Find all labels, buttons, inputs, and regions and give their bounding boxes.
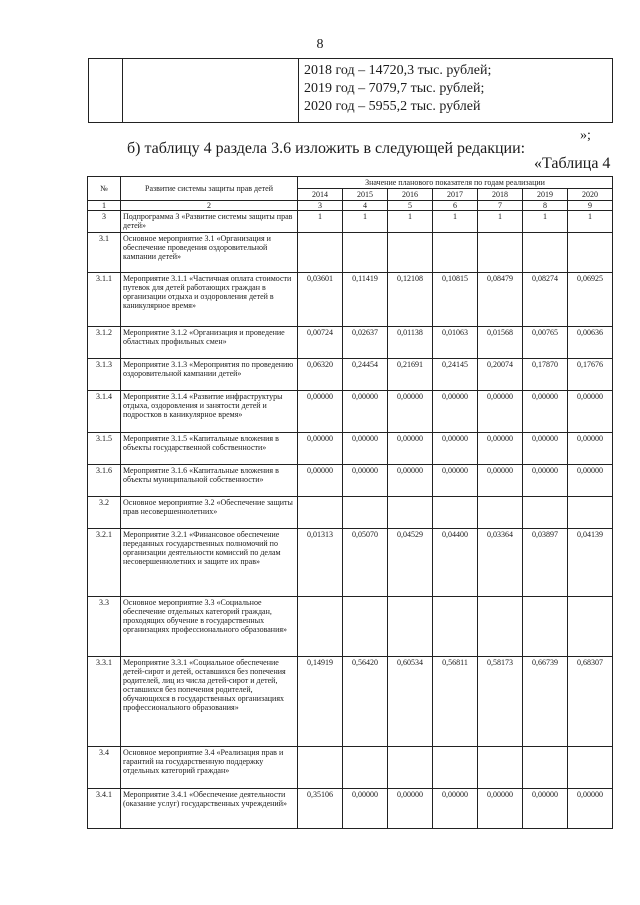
column-index: 5 — [388, 201, 433, 211]
row-value — [433, 597, 478, 657]
row-value: 0,68307 — [568, 657, 613, 747]
row-value: 0,00636 — [568, 327, 613, 359]
row-value: 0,14919 — [298, 657, 343, 747]
row-name: Мероприятие 3.1.5 «Капитальные вложения в объекты государственной собственности» — [121, 433, 298, 465]
row-value — [388, 497, 433, 529]
row-value — [298, 233, 343, 273]
row-value: 1 — [478, 211, 523, 233]
closing-quote: »; — [580, 128, 591, 143]
row-number: 3.1.2 — [88, 327, 121, 359]
table-label: «Таблица 4 — [534, 155, 611, 172]
row-value: 0,00724 — [298, 327, 343, 359]
row-value: 0,56811 — [433, 657, 478, 747]
row-value: 0,24454 — [343, 359, 388, 391]
header-year: 2020 — [568, 189, 613, 201]
header-year: 2014 — [298, 189, 343, 201]
row-name: Мероприятие 3.2.1 «Финансовое обеспечение переданных государственных полномочий по организации деятельности комиссий по делам несовершеннолетних и защите их прав» — [121, 529, 298, 597]
row-value — [343, 497, 388, 529]
row-value: 0,35106 — [298, 789, 343, 829]
table-row — [88, 497, 613, 529]
table-row — [88, 273, 613, 327]
row-value: 0,00000 — [478, 433, 523, 465]
row-value: 0,00000 — [568, 465, 613, 497]
row-value — [298, 747, 343, 789]
table-row — [88, 433, 613, 465]
row-value: 0,00000 — [523, 433, 568, 465]
row-value: 0,00000 — [388, 391, 433, 433]
row-name: Подпрограмма 3 «Развитие системы защиты прав детей» — [121, 211, 298, 233]
row-value: 0,66739 — [523, 657, 568, 747]
row-value: 0,04139 — [568, 529, 613, 597]
row-value: 1 — [523, 211, 568, 233]
row-value: 0,00000 — [298, 433, 343, 465]
row-value: 0,03897 — [523, 529, 568, 597]
row-value — [568, 233, 613, 273]
row-value: 0,05070 — [343, 529, 388, 597]
row-value — [388, 233, 433, 273]
row-value — [433, 747, 478, 789]
table-body — [88, 211, 613, 829]
row-value: 0,00000 — [523, 789, 568, 829]
row-value: 0,03601 — [298, 273, 343, 327]
table-row — [88, 327, 613, 359]
row-value: 0,08274 — [523, 273, 568, 327]
row-value: 0,60534 — [388, 657, 433, 747]
row-value: 0,04400 — [433, 529, 478, 597]
row-value: 1 — [298, 211, 343, 233]
row-value: 0,01138 — [388, 327, 433, 359]
row-value — [388, 747, 433, 789]
row-value — [523, 233, 568, 273]
row-name: Мероприятие 3.1.3 «Мероприятия по проведению оздоровительной кампании детей» — [121, 359, 298, 391]
row-name: Мероприятие 3.3.1 «Социальное обеспечение детей-сирот и детей, оставшихся без попечения родителей, лиц из числа детей-сирот и детей, оставшихся без попечения родителей, обучающихся в государственных организациях профессионального образования» — [121, 657, 298, 747]
row-value — [523, 747, 568, 789]
row-value — [568, 597, 613, 657]
column-index: 4 — [343, 201, 388, 211]
row-value: 0,01568 — [478, 327, 523, 359]
row-number: 3.1.3 — [88, 359, 121, 391]
row-number: 3.1.4 — [88, 391, 121, 433]
row-name: Основное мероприятие 3.4 «Реализация прав и гарантий на государственную поддержку отдельных категорий граждан» — [121, 747, 298, 789]
header-group: Значение планового показателя по годам реализации — [298, 177, 613, 189]
row-value: 0,02637 — [343, 327, 388, 359]
row-value: 0,00000 — [478, 391, 523, 433]
column-index: 8 — [523, 201, 568, 211]
page-number: 8 — [316, 37, 324, 52]
row-value: 0,08479 — [478, 273, 523, 327]
row-number: 3 — [88, 211, 121, 233]
row-value — [343, 597, 388, 657]
table-row — [88, 529, 613, 597]
column-index-row — [88, 201, 613, 211]
row-value — [523, 497, 568, 529]
funding-line-2018: 2018 год – 14720,3 тыс. рублей; — [304, 63, 492, 78]
row-name: Основное мероприятие 3.2 «Обеспечение защиты прав несовершеннолетних» — [121, 497, 298, 529]
row-value: 0,11419 — [343, 273, 388, 327]
header-year: 2017 — [433, 189, 478, 201]
row-name: Мероприятие 3.1.4 «Развитие инфраструктуры отдыха, оздоровления и занятости детей и подростков в каникулярное время» — [121, 391, 298, 433]
table-row — [88, 359, 613, 391]
table-row — [88, 789, 613, 829]
top-table-fragment — [88, 58, 613, 123]
row-value: 0,00000 — [298, 465, 343, 497]
row-value: 0,00000 — [478, 789, 523, 829]
row-value: 0,20074 — [478, 359, 523, 391]
row-value: 0,01063 — [433, 327, 478, 359]
funding-line-2019: 2019 год – 7079,7 тыс. рублей; — [304, 81, 485, 96]
row-value: 0,06925 — [568, 273, 613, 327]
row-name: Мероприятие 3.1.2 «Организация и проведение областных профильных смен» — [121, 327, 298, 359]
row-value — [568, 747, 613, 789]
column-index: 2 — [121, 201, 298, 211]
row-value: 1 — [433, 211, 478, 233]
row-number: 3.3 — [88, 597, 121, 657]
row-value — [388, 597, 433, 657]
row-number: 3.2.1 — [88, 529, 121, 597]
row-value: 0,00000 — [523, 391, 568, 433]
table-row — [88, 597, 613, 657]
row-value: 0,00000 — [343, 789, 388, 829]
row-value: 0,00000 — [568, 789, 613, 829]
row-number: 3.1.1 — [88, 273, 121, 327]
row-value: 0,56420 — [343, 657, 388, 747]
row-name: Основное мероприятие 3.3 «Социальное обеспечение отдельных категорий граждан, проходящих обучение в государственных организациях профессионального образования» — [121, 597, 298, 657]
column-index: 7 — [478, 201, 523, 211]
table-row — [88, 465, 613, 497]
column-index: 1 — [88, 201, 121, 211]
header-name: Развитие системы защиты прав детей — [121, 177, 298, 201]
row-number: 3.1.5 — [88, 433, 121, 465]
row-value: 1 — [343, 211, 388, 233]
row-value — [433, 233, 478, 273]
row-number: 3.1.6 — [88, 465, 121, 497]
row-name: Основное мероприятие 3.1 «Организация и обеспечение проведения оздоровительной кампании детей» — [121, 233, 298, 273]
table-row — [88, 391, 613, 433]
row-value: 0,24145 — [433, 359, 478, 391]
header-year: 2015 — [343, 189, 388, 201]
row-value: 0,06320 — [298, 359, 343, 391]
row-value — [478, 497, 523, 529]
table-row — [88, 211, 613, 233]
row-name: Мероприятие 3.1.6 «Капитальные вложения в объекты муниципальной собственности» — [121, 465, 298, 497]
row-value: 0,58173 — [478, 657, 523, 747]
header-year: 2019 — [523, 189, 568, 201]
row-value: 0,00765 — [523, 327, 568, 359]
column-index: 9 — [568, 201, 613, 211]
top-table-cell-funding — [299, 59, 613, 123]
row-value: 0,00000 — [433, 789, 478, 829]
funding-line-2020: 2020 год – 5955,2 тыс. рублей — [304, 99, 481, 114]
row-value: 1 — [388, 211, 433, 233]
row-value: 0,17676 — [568, 359, 613, 391]
row-value — [478, 747, 523, 789]
row-value: 0,00000 — [523, 465, 568, 497]
row-value: 0,00000 — [433, 465, 478, 497]
top-table-cell-name — [123, 59, 299, 123]
top-table-cell-num — [89, 59, 123, 123]
row-value — [343, 747, 388, 789]
row-value: 0,17870 — [523, 359, 568, 391]
row-value: 0,12108 — [388, 273, 433, 327]
row-value: 0,04529 — [388, 529, 433, 597]
row-value: 0,10815 — [433, 273, 478, 327]
row-number: 3.2 — [88, 497, 121, 529]
row-value — [433, 497, 478, 529]
row-value: 0,00000 — [433, 391, 478, 433]
table-row — [88, 233, 613, 273]
row-number: 3.4.1 — [88, 789, 121, 829]
row-value: 0,00000 — [568, 433, 613, 465]
row-number: 3.3.1 — [88, 657, 121, 747]
row-value: 0,21691 — [388, 359, 433, 391]
header-year: 2018 — [478, 189, 523, 201]
row-value — [568, 497, 613, 529]
row-value: 0,00000 — [343, 391, 388, 433]
row-value: 0,00000 — [568, 391, 613, 433]
row-value — [298, 497, 343, 529]
table-row — [88, 747, 613, 789]
indicator-table — [87, 176, 613, 829]
instruction-text: б) таблицу 4 раздела 3.6 изложить в следующей редакции: — [127, 140, 526, 157]
row-value — [478, 597, 523, 657]
column-index: 3 — [298, 201, 343, 211]
row-number: 3.1 — [88, 233, 121, 273]
row-value: 0,00000 — [343, 465, 388, 497]
header-year: 2016 — [388, 189, 433, 201]
row-value: 0,00000 — [298, 391, 343, 433]
row-value — [343, 233, 388, 273]
row-value — [523, 597, 568, 657]
row-value: 0,00000 — [388, 789, 433, 829]
header-number: № — [88, 177, 121, 201]
column-index: 6 — [433, 201, 478, 211]
row-value: 0,00000 — [343, 433, 388, 465]
row-name: Мероприятие 3.4.1 «Обеспечение деятельности (оказание услуг) государственных учреждений» — [121, 789, 298, 829]
row-value: 0,00000 — [388, 465, 433, 497]
row-name: Мероприятие 3.1.1 «Частичная оплата стоимости путевок для детей работающих граждан в организации отдыха и оздоровления детей в каникулярное время» — [121, 273, 298, 327]
row-value: 0,00000 — [388, 433, 433, 465]
row-value — [298, 597, 343, 657]
table-row — [88, 657, 613, 747]
row-value: 0,00000 — [478, 465, 523, 497]
row-value: 1 — [568, 211, 613, 233]
row-value — [478, 233, 523, 273]
row-number: 3.4 — [88, 747, 121, 789]
row-value: 0,00000 — [433, 433, 478, 465]
row-value: 0,01313 — [298, 529, 343, 597]
row-value: 0,03364 — [478, 529, 523, 597]
